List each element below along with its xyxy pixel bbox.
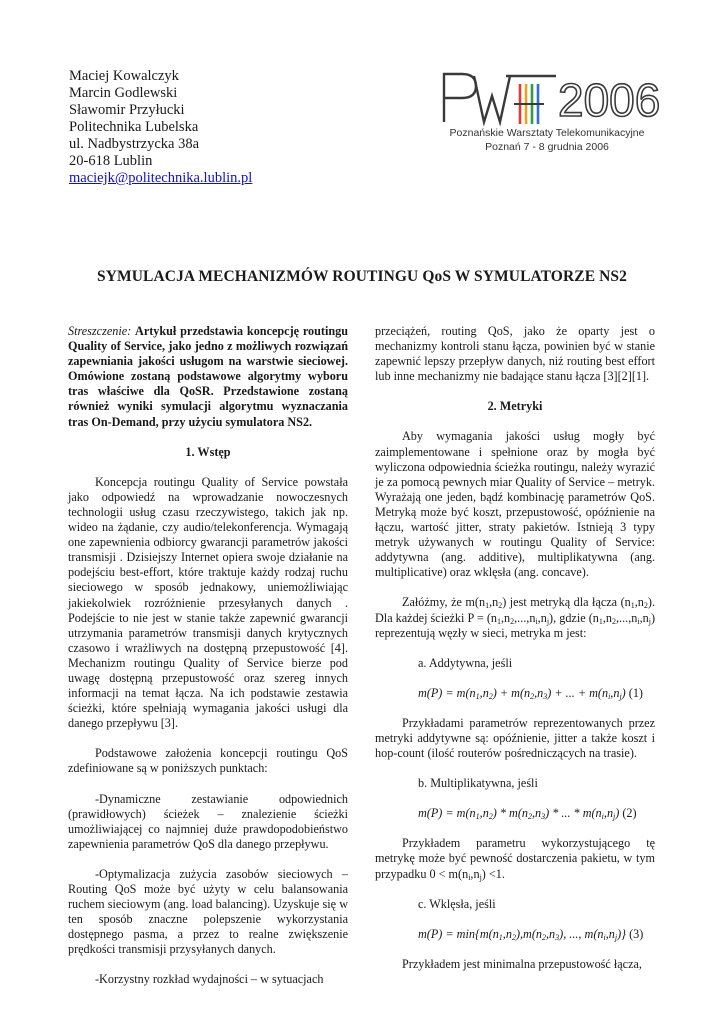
email-link[interactable]: maciejk@politechnika.lublin.pl [69, 170, 253, 186]
paragraph: -Optymalizacja zużycia zasobów sieciowych – Routing QoS może być użyty w celu balansowania ruchem sieciowym (ang. load balancing). Uzyskuje się w ten sposób znaczne polepszenie wykorzystania dostępnego pasma, a przez to realne zwiększenie prędkości transmisji przysyłanych danych. [68, 866, 348, 957]
logo-year: 2006 [558, 74, 661, 126]
logo-caption-1: Poznańskie Warsztaty Telekomunikacyjne [449, 127, 645, 139]
logo-caption-2: Poznań 7 - 8 grudnia 2006 [485, 141, 609, 153]
pwt-logo-icon [440, 66, 680, 128]
formula-3: $m(P) = \min\{m(n_1,n_2),m(n_2,n_3)$, ..., $m(n_i,n_j)$} (3) [418, 926, 644, 942]
abstract-body: Artykuł przedstawia koncepcję routingu Quality of Service, jako jedno z możliwych rozwiązań zapewniania jakości usługom na warstwie sieciowej. Omówione zostaną podstawowe algorytmy wyboru tras właściwe dla QoSR. Przedstawione zostaną również wyniki symulacji algorytmu wyznaczania tras On-Demand, przy użyciu symulatora NS2. [68, 324, 349, 429]
paper-title: SYMULACJA MECHANIZMÓW ROUTINGU QoS W SYMULATORZE NS2 [97, 268, 627, 285]
paragraph: -Dynamiczne zestawianie odpowiednich (prawidłowych) ścieżek – znalezienie ścieżki umożliwiającej co najmniej duże prawdopodobieństwo zapewnienia parametrów QoS dla danego przepływu. [68, 791, 348, 851]
paragraph: Koncepcja routingu Quality of Service powstała jako odpowiedź na wprowadzanie nowoczesnych technologii usług czasu rzeczywistego, takich jak np. wideo na żądanie, czy audio/telekonferencja. Wymagają one zapewnienia odbiorcy gwarancji parametrów jakości transmisji . Dzisiejszy Internet opiera swoje działanie na podejściu best-effort, które traktuje każdy rodzaj ruchu sieciowego w sposób jednakowy, uniemożliwiając jakiekolwiek rozróżnienie przesyłanych danych . Podejście to nie jest w stanie także zapewnić gwarancji utrzymania parametrów transmisji danych krytycznych czasowo i wrażliwych na dostępną przepustowość [4]. Mechanizm routingu Quality of Service bierze pod uwagę dostępną przepustowość oraz szereg innych informacji na temat łącza. Na ich podstawie zestawia ścieżki, które spełniają wymagania jakości usługi dla danego przepływu [3]. [68, 474, 348, 731]
conference-logo [440, 66, 680, 162]
street-address: ul. Nadbystrzycka 38a [69, 136, 200, 152]
affiliation: Politechnika Lubelska [69, 119, 199, 135]
author-block [69, 68, 252, 187]
formula-2: $m(P) = m(n_1,n_2) * m(n_2,n_3)$ * ... * $m(n_i,n_j)$ (2) [418, 806, 637, 822]
author-line-2: Marcin Godlewski [69, 85, 178, 101]
paragraph: Aby wymagania jakości usług mogły być zaimplementowane i spełnione oraz by mogła być wyliczona odpowiednia ścieżka routingu, należy wyrazić je za pomocą pewnych miar Quality of Service – metryk. Wyrażają one jeden, bądź kombinację parametrów QoS. Metryką może być koszt, przepustowość, opóźnienie na łączu, wartość jitter, straty pakietów. Istnieją 3 typy metryk używanych w routingu Quality of Service: addytywna (ang. additive), multiplikatywna (ang. multiplicative) oraz wklęsła (ang. concave). [375, 429, 655, 580]
formula-1: $m(P) = m(n_1,n_2) + m(n_2,n_3)$ + ... + $m(n_i,n_j)$ (1) [418, 685, 643, 701]
section-heading-2: 2. Metryki [487, 399, 543, 414]
list-item: b. Multiplikatywna, jeśli [418, 776, 538, 791]
right-column [375, 324, 655, 972]
abstract [68, 324, 348, 430]
section-heading-1: 1. Wstęp [185, 444, 231, 459]
city: 20-618 Lublin [69, 153, 153, 169]
author-line-3: Sławomir Przyłucki [69, 102, 185, 118]
left-column [68, 324, 348, 988]
list-item: c. Wklęsła, jeśli [418, 896, 496, 911]
author-line-1: Maciej Kowalczyk [69, 68, 179, 84]
paragraph: Załóżmy, że $m(n_1,n_2)$ jest metryką dla łącza $(n_1,n_2)$. Dla każdej ścieżki $P = (n_1,n_2,...,n_i,n_j)$, gdzie $(n_1,n_2,...,n_i,n_j)$ reprezentują węzły w sieci, metryka m jest: [375, 595, 655, 640]
paragraph: -Korzystny rozkład wydajności – w sytuacjach [95, 972, 324, 987]
paragraph: Przykładem jest minimalna przepustowość łącza, [402, 956, 642, 971]
list-item: a. Addytywna, jeśli [418, 655, 513, 670]
paragraph: Przykładem parametru wykorzystującego tę metrykę może być pewność dostarczenia pakietu, w tym przypadku $0 < m(n_i,n_j) <1$. [375, 836, 655, 882]
paragraph: Przykładami parametrów reprezentowanych przez metryki addytywne są: opóźnienie, jitter a także koszt i hop-count (ilość routerów pośredniczących na trasie). [375, 715, 655, 761]
paragraph: Podstawowe założenia koncepcji routingu QoS zdefiniowane są w poniższych punktach: [68, 746, 348, 776]
abstract-label: Streszczenie: [68, 324, 132, 338]
paragraph: przeciążeń, routing QoS, jako że oparty jest o mechanizmy kontroli stanu łącza, powinien być w stanie zapewnić lepszy przepływ danych, niż routing best effort lub inne mechanizmy nie badające stanu łącza [3][2][1]. [375, 324, 655, 384]
